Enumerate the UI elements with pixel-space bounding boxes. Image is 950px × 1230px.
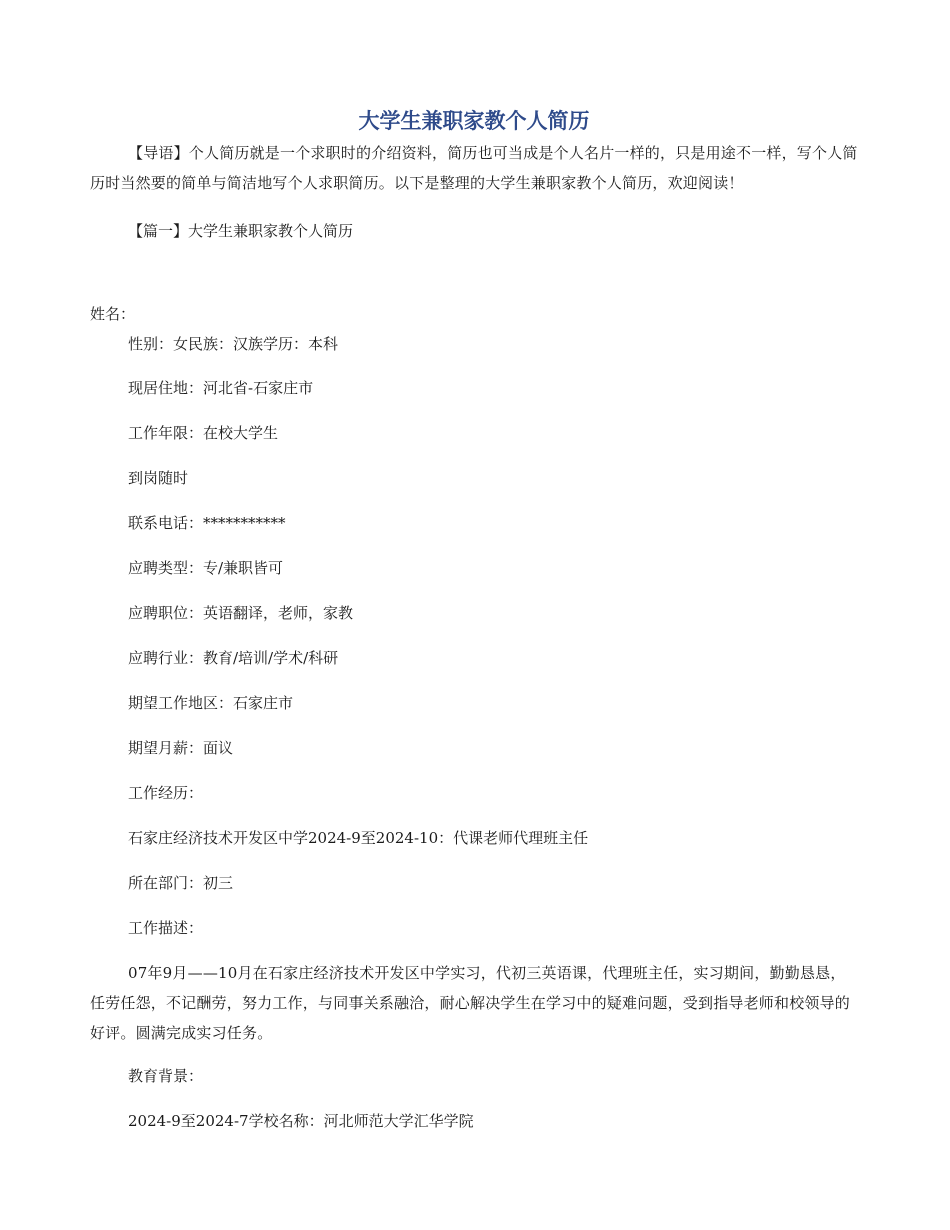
- work-description-paragraph: 07年9月——10月在石家庄经济技术开发区中学实习，代初三英语课，代理班主任，实习期间，勤勤恳恳，任劳任怨，不记酬劳，努力工作，与同事关系融洽，耐心解决学生在学习中的疑难问题，受到指导老师和校领导的好评。圆满完成实习任务。: [90, 964, 851, 1042]
- field-residence: 现居住地：河北省-石家庄市: [128, 379, 314, 397]
- education-label: 教育背景：: [128, 1067, 204, 1085]
- field-work-experience-label: 工作经历：: [128, 784, 204, 802]
- name-label: 姓名：: [90, 305, 136, 323]
- field-gender-ethnicity-education: 性别：女民族：汉族学历：本科: [128, 335, 339, 353]
- education-entry: 2024-9至2024-7学校名称：河北师范大学汇华学院: [128, 1112, 474, 1130]
- field-industry: 应聘行业：教育/培训/学术/科研: [128, 649, 339, 667]
- field-availability: 到岗随时: [128, 469, 189, 487]
- document-title: 大学生兼职家教个人简历: [358, 108, 590, 133]
- field-department: 所在部门：初三: [128, 874, 234, 892]
- field-phone: 联系电话：***********: [128, 514, 286, 532]
- field-work-area: 期望工作地区：石家庄市: [128, 694, 294, 712]
- field-job-position: 应聘职位：英语翻译，老师，家教: [128, 604, 354, 622]
- field-job-type: 应聘类型：专/兼职皆可: [128, 559, 284, 577]
- section-heading: 【篇一】大学生兼职家教个人简历: [128, 222, 354, 240]
- field-work-description-label: 工作描述：: [128, 919, 204, 937]
- intro-paragraph: 【导语】个人简历就是一个求职时的介绍资料，简历也可当成是个人名片一样的，只是用途不一样，写个人简历时当然要的简单与简洁地写个人求职简历。以下是整理的大学生兼职家教个人简历，欢迎阅读！: [90, 144, 858, 192]
- field-work-years: 工作年限：在校大学生: [128, 424, 279, 442]
- field-work-experience-entry: 石家庄经济技术开发区中学2024-9至2024-10：代课老师代理班主任: [128, 829, 589, 847]
- field-salary: 期望月薪：面议: [128, 739, 234, 757]
